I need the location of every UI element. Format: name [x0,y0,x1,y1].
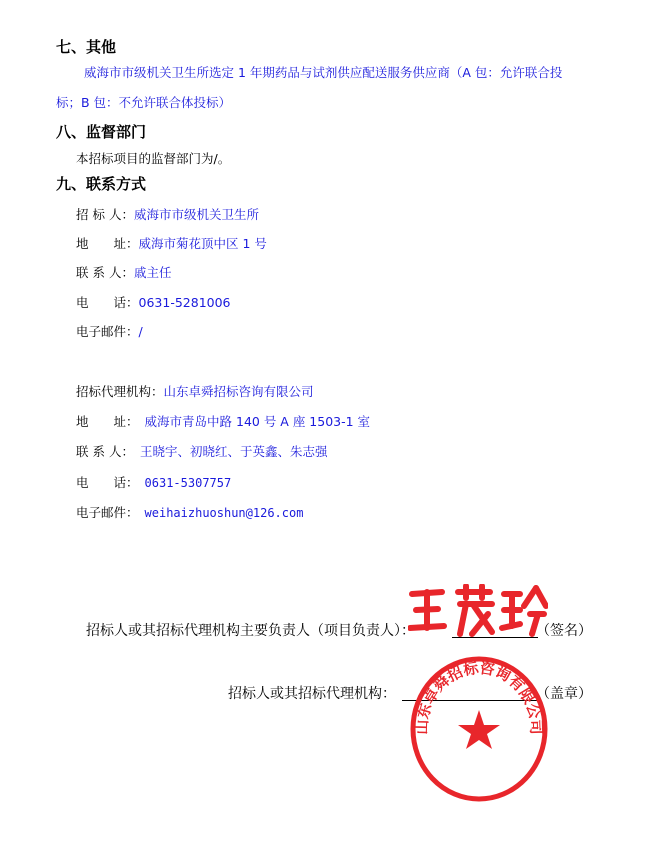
tenderer-email-value: / [138,324,143,339]
tenderer-name-row [76,205,259,223]
signature-line-2-label: 招标人或其招标代理机构： [228,686,396,702]
signature-line-1-suffix: （签名） [536,623,592,639]
agency-contact-row [76,442,327,460]
tenderer-phone-value: 0631-5281006 [138,295,231,310]
signature-line-1-label: 招标人或其招标代理机构主要负责人（项目负责人）： [86,623,415,639]
tenderer-name-value: 威海市市级机关卫生所 [133,207,259,222]
agency-name-value: 山东卓舜招标咨询有限公司 [163,384,314,399]
agency-contact-value: 王晓宇、初晓红、于英鑫、朱志强 [139,444,328,459]
section-8-text: 本招标项目的监督部门为/。 [76,151,231,166]
tenderer-name-label: 招 标 人： [76,207,134,222]
section-7-line-2: 标；B 包：不允许联合体投标） [56,95,232,110]
agency-name-row [76,382,314,400]
agency-email-value: weihaizhuoshun@126.com [144,506,304,520]
signature-line-2-suffix: （盖章） [536,686,592,702]
handwritten-signature [408,584,548,649]
seal-star-icon [458,710,500,749]
tenderer-address-label: 地 址： [76,236,139,251]
seal-graphic [408,652,550,802]
agency-contact-label: 联 系 人： [76,444,134,459]
seal-text-path: 山东卓舜招标咨询有限公司 [412,658,546,735]
agency-email-row [76,503,303,521]
agency-address-label: 地 址： [76,414,139,429]
section-7-heading: 七、其他 [56,38,117,56]
agency-email-label: 电子邮件： [76,505,139,520]
tenderer-address-row [76,234,267,252]
tenderer-contact-value: 戚主任 [133,265,172,280]
agency-name-label: 招标代理机构： [76,384,164,399]
tenderer-contact-row [76,263,171,281]
tenderer-email-row [76,322,143,340]
section-7-line-1: 威海市市级机关卫生所选定 1 年期药品与试剂供应配送服务供应商（A 包：允许联合投 [84,65,563,80]
section-8-heading: 八、监督部门 [56,123,147,141]
tenderer-phone-label: 电 话： [76,295,139,310]
agency-phone-value: 0631-5307757 [144,476,232,490]
tenderer-phone-row [76,293,231,311]
section-9-heading: 九、联系方式 [56,175,147,193]
agency-phone-row [76,473,231,491]
agency-address-value: 威海市青岛中路 140 号 A 座 1503-1 室 [144,414,371,429]
agency-phone-label: 电 话： [76,475,139,490]
signature-strokes [408,584,548,640]
agency-address-row [76,412,370,430]
tenderer-email-label: 电子邮件： [76,324,139,339]
company-seal [408,652,550,802]
tenderer-contact-label: 联 系 人： [76,265,134,280]
tenderer-address-value: 威海市菊花顶中区 1 号 [138,236,267,251]
